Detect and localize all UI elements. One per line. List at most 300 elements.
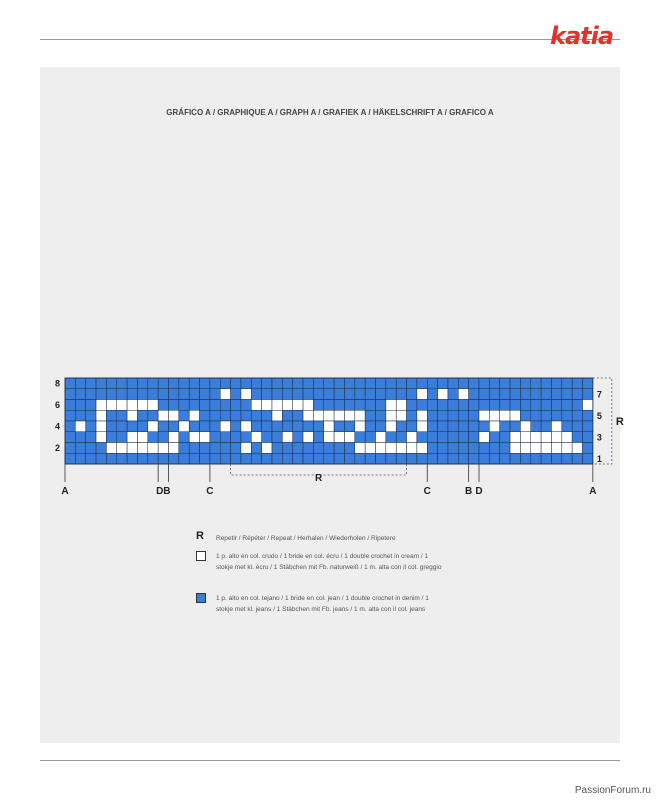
white-cell <box>241 421 251 432</box>
white-cell <box>489 410 499 421</box>
white-cell <box>520 443 530 454</box>
white-cell <box>479 410 489 421</box>
white-cell <box>479 432 489 443</box>
blue-cell <box>458 432 468 443</box>
white-cell <box>407 432 417 443</box>
blue-cell <box>469 453 479 464</box>
blue-cell <box>189 421 199 432</box>
blue-cell <box>572 410 582 421</box>
blue-cell <box>541 421 551 432</box>
blue-cell <box>500 378 510 389</box>
blue-cell <box>386 432 396 443</box>
blue-square-icon <box>196 593 206 603</box>
blue-cell <box>396 389 406 400</box>
blue-cell <box>334 443 344 454</box>
blue-cell <box>562 400 572 411</box>
blue-cell <box>127 453 137 464</box>
blue-cell <box>169 400 179 411</box>
blue-cell <box>448 410 458 421</box>
blue-cell <box>282 378 292 389</box>
white-cell <box>583 400 593 411</box>
blue-cell <box>427 453 437 464</box>
blue-cell <box>127 421 137 432</box>
blue-cell <box>137 378 147 389</box>
blue-cell <box>355 453 365 464</box>
blue-cell <box>262 421 272 432</box>
blue-cell <box>169 389 179 400</box>
blue-cell <box>334 389 344 400</box>
blue-cell <box>334 421 344 432</box>
blue-cell <box>127 389 137 400</box>
blue-cell <box>96 443 106 454</box>
blue-cell <box>510 378 520 389</box>
blue-cell <box>551 410 561 421</box>
white-cell <box>189 432 199 443</box>
blue-cell <box>158 432 168 443</box>
blue-cell <box>417 378 427 389</box>
blue-cell <box>231 432 241 443</box>
blue-cell <box>189 453 199 464</box>
blue-cell <box>200 453 210 464</box>
blue-cell <box>469 410 479 421</box>
blue-cell <box>106 389 116 400</box>
blue-cell <box>65 400 75 411</box>
row-label-left: 6 <box>54 400 60 411</box>
blue-cell <box>241 453 251 464</box>
blue-cell <box>313 400 323 411</box>
white-cell <box>169 410 179 421</box>
white-cell <box>396 443 406 454</box>
blue-cell <box>220 410 230 421</box>
white-cell <box>551 432 561 443</box>
blue-cell <box>448 378 458 389</box>
blue-cell <box>417 453 427 464</box>
white-cell <box>417 421 427 432</box>
blue-cell <box>531 421 541 432</box>
blue-cell <box>489 453 499 464</box>
white-cell <box>137 400 147 411</box>
blue-cell <box>75 453 85 464</box>
white-cell <box>572 443 582 454</box>
blue-cell <box>86 410 96 421</box>
blue-cell <box>96 453 106 464</box>
legend-white-text: 1 p. alto en col. crudo / 1 bride en col. écru / 1 double crochet in cream / 1 stokje met kl. écru / 1 Stäbchen mit Fb. naturweiß / 1 m. alta con il col. greggio <box>216 553 442 571</box>
blue-cell <box>376 453 386 464</box>
blue-cell <box>438 453 448 464</box>
blue-cell <box>438 400 448 411</box>
blue-cell <box>541 378 551 389</box>
column-marker-label: C <box>206 486 214 497</box>
blue-cell <box>272 443 282 454</box>
legend-blue-text: 1 p. alto en col. tejano / 1 bride en col. jean / 1 double crochet in denim / 1 stokje met kl. jeans / 1 Stäbchen mit Fb. jeans / 1 m. alta con il col. jeans <box>216 595 429 613</box>
white-cell <box>220 421 230 432</box>
white-cell <box>169 443 179 454</box>
blue-cell <box>344 400 354 411</box>
repeat-label-bottom: R <box>314 473 323 484</box>
blue-cell <box>251 421 261 432</box>
blue-cell <box>583 389 593 400</box>
white-cell <box>148 421 158 432</box>
blue-cell <box>127 378 137 389</box>
row-label-right: 5 <box>596 410 602 421</box>
white-cell <box>344 432 354 443</box>
blue-cell <box>500 453 510 464</box>
blue-cell <box>220 453 230 464</box>
blue-cell <box>210 389 220 400</box>
blue-cell <box>551 389 561 400</box>
blue-cell <box>137 389 147 400</box>
blue-cell <box>86 421 96 432</box>
blue-cell <box>427 410 437 421</box>
blue-cell <box>583 378 593 389</box>
blue-cell <box>407 400 417 411</box>
blue-cell <box>106 410 116 421</box>
blue-cell <box>407 389 417 400</box>
blue-cell <box>365 400 375 411</box>
white-cell <box>251 432 261 443</box>
blue-cell <box>241 410 251 421</box>
blue-cell <box>531 453 541 464</box>
blue-cell <box>293 432 303 443</box>
blue-cell <box>427 389 437 400</box>
blue-cell <box>489 389 499 400</box>
blue-cell <box>469 389 479 400</box>
blue-cell <box>86 443 96 454</box>
blue-cell <box>407 410 417 421</box>
column-marker-label: C <box>423 486 431 497</box>
blue-cell <box>158 378 168 389</box>
blue-cell <box>479 378 489 389</box>
blue-cell <box>541 453 551 464</box>
blue-cell <box>572 389 582 400</box>
legend-repeat-text: Repetir / Répéter / Repeat / Herhalen / Wiederholen / Ripetere <box>216 535 396 542</box>
blue-cell <box>386 389 396 400</box>
row-label-left: 4 <box>54 421 60 432</box>
white-cell <box>355 421 365 432</box>
white-cell <box>324 410 334 421</box>
blue-cell <box>572 453 582 464</box>
white-cell <box>127 443 137 454</box>
white-cell <box>96 400 106 411</box>
blue-cell <box>427 378 437 389</box>
white-cell <box>137 432 147 443</box>
white-cell <box>75 421 85 432</box>
white-cell <box>520 421 530 432</box>
white-cell <box>365 443 375 454</box>
white-cell <box>313 410 323 421</box>
blue-cell <box>313 389 323 400</box>
blue-cell <box>438 421 448 432</box>
blue-cell <box>210 378 220 389</box>
white-cell <box>510 432 520 443</box>
blue-cell <box>551 400 561 411</box>
blue-cell <box>458 421 468 432</box>
blue-cell <box>293 443 303 454</box>
blue-cell <box>407 421 417 432</box>
blue-cell <box>179 432 189 443</box>
blue-cell <box>334 453 344 464</box>
blue-cell <box>500 443 510 454</box>
blue-cell <box>427 443 437 454</box>
blue-cell <box>179 410 189 421</box>
blue-cell <box>96 389 106 400</box>
blue-cell <box>448 389 458 400</box>
blue-cell <box>293 453 303 464</box>
blue-cell <box>158 389 168 400</box>
row-label-right: 3 <box>596 432 602 443</box>
brand-logo: katia <box>550 22 614 50</box>
row-label-right: 7 <box>596 389 602 400</box>
column-marker-label: DB <box>156 486 171 497</box>
blue-cell <box>531 400 541 411</box>
white-cell <box>386 400 396 411</box>
white-cell <box>241 443 251 454</box>
blue-cell <box>489 432 499 443</box>
blue-cell <box>117 389 127 400</box>
blue-cell <box>282 410 292 421</box>
blue-cell <box>282 453 292 464</box>
blue-cell <box>179 389 189 400</box>
blue-cell <box>344 389 354 400</box>
blue-cell <box>572 432 582 443</box>
blue-cell <box>282 421 292 432</box>
white-cell <box>106 443 116 454</box>
blue-cell <box>479 421 489 432</box>
blue-cell <box>448 443 458 454</box>
white-cell <box>355 443 365 454</box>
blue-cell <box>417 400 427 411</box>
white-cell <box>251 400 261 411</box>
blue-cell <box>231 453 241 464</box>
blue-cell <box>520 410 530 421</box>
blue-cell <box>396 378 406 389</box>
blue-cell <box>65 378 75 389</box>
blue-cell <box>86 453 96 464</box>
blue-cell <box>531 378 541 389</box>
blue-cell <box>117 432 127 443</box>
white-cell <box>117 400 127 411</box>
blue-cell <box>479 400 489 411</box>
blue-cell <box>500 421 510 432</box>
blue-cell <box>469 378 479 389</box>
blue-cell <box>520 378 530 389</box>
blue-cell <box>179 453 189 464</box>
blue-cell <box>427 421 437 432</box>
blue-cell <box>303 389 313 400</box>
white-cell <box>293 400 303 411</box>
column-marker-label: B <box>465 486 473 497</box>
blue-cell <box>396 421 406 432</box>
blue-cell <box>551 453 561 464</box>
white-cell <box>551 421 561 432</box>
blue-cell <box>324 400 334 411</box>
row-label-left: 8 <box>54 378 60 389</box>
blue-cell <box>313 443 323 454</box>
blue-cell <box>448 400 458 411</box>
blue-cell <box>344 453 354 464</box>
blue-cell <box>251 389 261 400</box>
blue-cell <box>479 453 489 464</box>
white-cell <box>344 410 354 421</box>
blue-cell <box>65 432 75 443</box>
blue-cell <box>583 432 593 443</box>
blue-cell <box>96 378 106 389</box>
white-cell <box>127 410 137 421</box>
blue-cell <box>448 432 458 443</box>
white-cell <box>272 400 282 411</box>
blue-cell <box>365 389 375 400</box>
white-cell <box>541 443 551 454</box>
white-cell <box>117 443 127 454</box>
white-cell <box>551 443 561 454</box>
blue-cell <box>458 410 468 421</box>
blue-cell <box>407 378 417 389</box>
white-cell <box>386 443 396 454</box>
blue-cell <box>231 378 241 389</box>
blue-cell <box>200 400 210 411</box>
blue-cell <box>313 421 323 432</box>
white-cell <box>179 421 189 432</box>
white-cell <box>220 389 230 400</box>
white-cell <box>417 443 427 454</box>
blue-cell <box>282 443 292 454</box>
blue-cell <box>75 389 85 400</box>
white-cell <box>241 389 251 400</box>
blue-cell <box>210 432 220 443</box>
blue-cell <box>324 378 334 389</box>
bottom-rule <box>40 760 620 761</box>
blue-cell <box>562 453 572 464</box>
white-cell <box>272 410 282 421</box>
blue-cell <box>189 389 199 400</box>
blue-cell <box>86 400 96 411</box>
blue-cell <box>179 400 189 411</box>
blue-cell <box>438 378 448 389</box>
white-cell <box>531 432 541 443</box>
blue-cell <box>86 432 96 443</box>
blue-cell <box>541 389 551 400</box>
blue-cell <box>293 389 303 400</box>
blue-cell <box>489 400 499 411</box>
blue-cell <box>75 410 85 421</box>
white-cell <box>169 432 179 443</box>
white-cell <box>262 443 272 454</box>
blue-cell <box>344 421 354 432</box>
chart-title: GRÁFICO A / GRAPHIQUE A / GRAPH A / GRAFIEK A / HÄKELSCHRIFT A / GRAFICO A <box>166 108 494 117</box>
blue-cell <box>200 443 210 454</box>
blue-cell <box>200 378 210 389</box>
blue-cell <box>148 378 158 389</box>
white-cell <box>510 443 520 454</box>
white-cell <box>262 400 272 411</box>
column-marker-label: A <box>61 486 69 497</box>
blue-cell <box>365 432 375 443</box>
blue-cell <box>376 389 386 400</box>
white-cell <box>562 443 572 454</box>
blue-cell <box>355 400 365 411</box>
blue-cell <box>65 453 75 464</box>
white-cell <box>334 432 344 443</box>
blue-cell <box>220 400 230 411</box>
blue-cell <box>365 378 375 389</box>
blue-cell <box>365 410 375 421</box>
blue-cell <box>220 378 230 389</box>
white-cell <box>127 400 137 411</box>
blue-cell <box>65 443 75 454</box>
white-cell <box>96 410 106 421</box>
blue-cell <box>148 410 158 421</box>
white-cell <box>417 389 427 400</box>
blue-cell <box>324 389 334 400</box>
blue-cell <box>324 443 334 454</box>
blue-cell <box>158 400 168 411</box>
blue-cell <box>469 421 479 432</box>
blue-cell <box>479 389 489 400</box>
white-cell <box>355 410 365 421</box>
blue-cell <box>562 421 572 432</box>
blue-cell <box>220 443 230 454</box>
blue-cell <box>169 421 179 432</box>
blue-cell <box>189 378 199 389</box>
blue-cell <box>355 389 365 400</box>
blue-cell <box>355 432 365 443</box>
white-cell <box>96 421 106 432</box>
blue-cell <box>303 443 313 454</box>
blue-cell <box>65 410 75 421</box>
blue-cell <box>272 389 282 400</box>
blue-cell <box>148 432 158 443</box>
blue-cell <box>241 432 251 443</box>
blue-cell <box>117 378 127 389</box>
blue-cell <box>313 453 323 464</box>
blue-cell <box>251 453 261 464</box>
watermark: PassionForum.ru <box>574 785 651 796</box>
white-cell <box>396 410 406 421</box>
white-cell <box>386 410 396 421</box>
blue-cell <box>510 400 520 411</box>
blue-cell <box>427 400 437 411</box>
blue-cell <box>231 410 241 421</box>
blue-cell <box>520 453 530 464</box>
blue-cell <box>448 421 458 432</box>
blue-cell <box>458 378 468 389</box>
blue-cell <box>324 453 334 464</box>
column-marker-label: D <box>475 486 483 497</box>
blue-cell <box>272 453 282 464</box>
blue-cell <box>541 400 551 411</box>
column-marker-label: A <box>589 486 597 497</box>
blue-cell <box>520 389 530 400</box>
blue-cell <box>551 378 561 389</box>
blue-cell <box>262 378 272 389</box>
white-cell <box>376 432 386 443</box>
white-cell <box>396 400 406 411</box>
white-cell <box>303 410 313 421</box>
blue-cell <box>262 410 272 421</box>
blue-cell <box>531 410 541 421</box>
blue-cell <box>210 410 220 421</box>
white-cell <box>531 443 541 454</box>
white-cell <box>96 432 106 443</box>
blue-cell <box>282 389 292 400</box>
blue-cell <box>510 421 520 432</box>
blue-cell <box>65 389 75 400</box>
white-cell <box>510 410 520 421</box>
blue-cell <box>417 432 427 443</box>
blue-cell <box>241 378 251 389</box>
white-cell <box>158 443 168 454</box>
blue-cell <box>169 378 179 389</box>
